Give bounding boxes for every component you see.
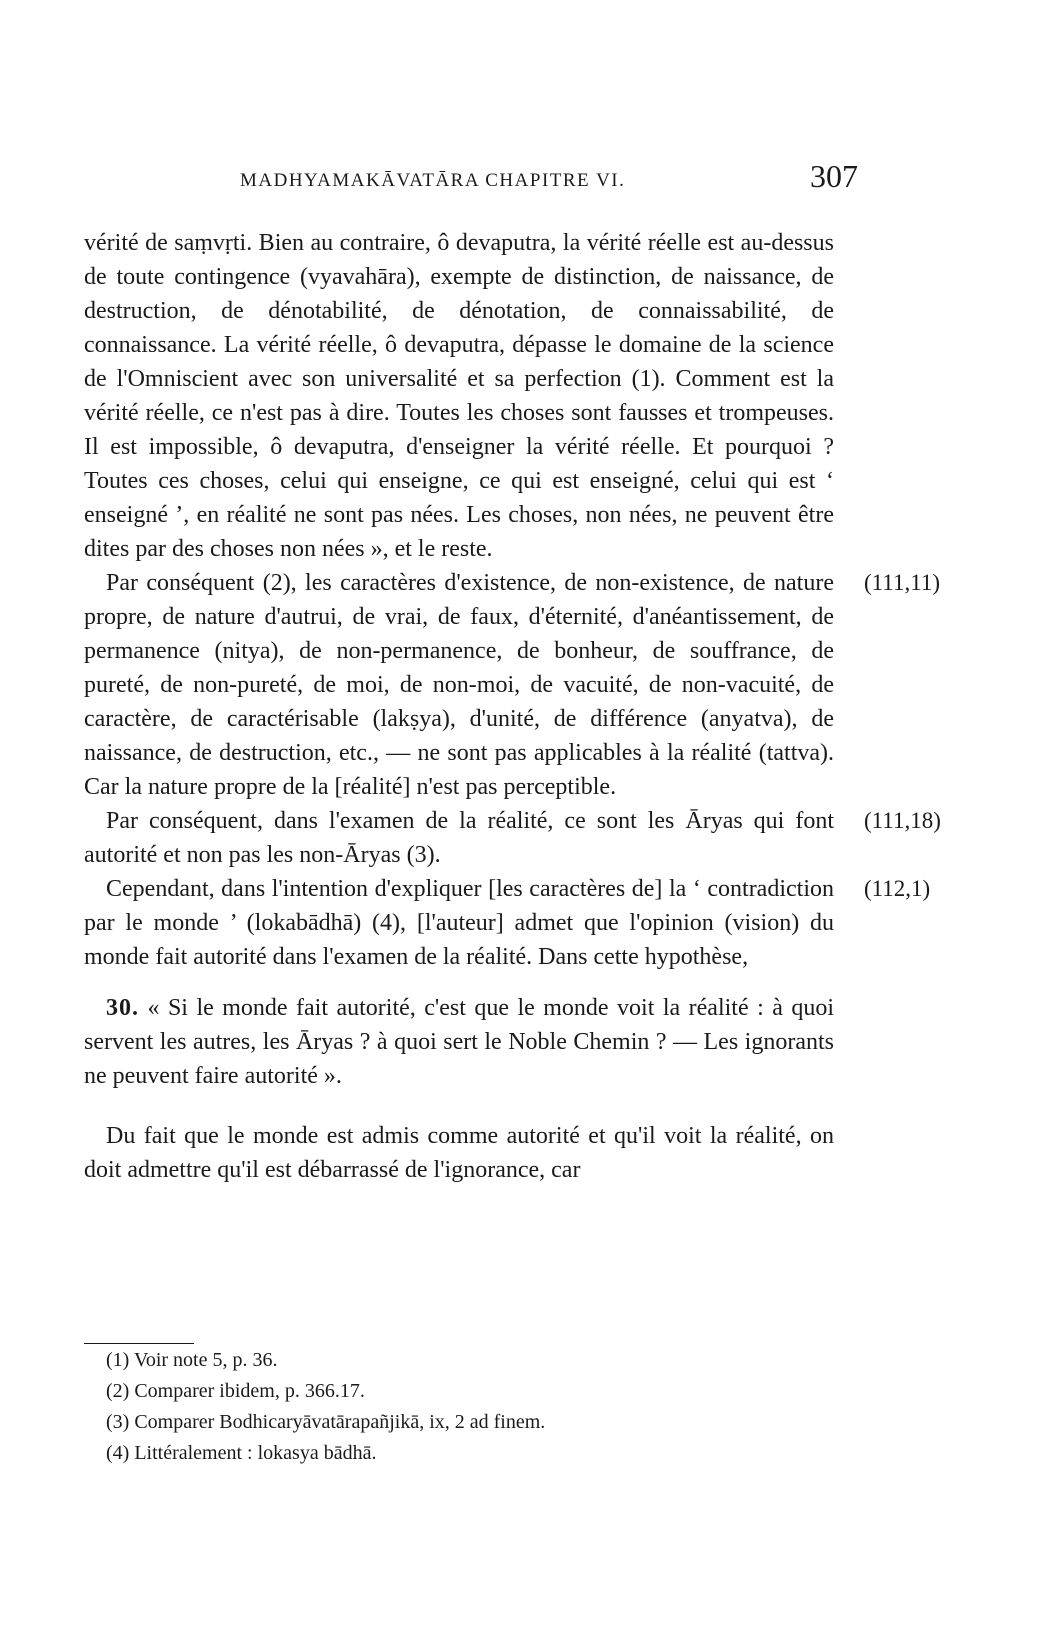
verse-30	[84, 991, 834, 1093]
running-title: MADHYAMAKĀVATĀRA CHAPITRE VI.	[240, 170, 626, 191]
paragraph-3: Par conséquent, dans l'examen de la réalité, ce sont les Āryas qui font autorité et non pas les non-Āryas (3).	[84, 808, 834, 868]
margin-ref-1: (111,11)	[864, 570, 941, 595]
footnotes	[84, 1345, 844, 1469]
margin-ref-2: (111,18)	[864, 808, 941, 833]
footnote-rule	[84, 1343, 194, 1344]
margin-ref-3: (112,1)	[864, 876, 931, 901]
footnote-2: (2) Comparer ibidem, p. 366.17.	[106, 1380, 365, 1402]
footnote-4: (4) Littéralement : lokasya bādhā.	[106, 1442, 377, 1464]
paragraph-5: Du fait que le monde est admis comme autorité et qu'il voit la réalité, on doit admettre qu'il est débarrassé de l'ignorance, car	[84, 1123, 834, 1183]
main-text	[84, 226, 941, 1187]
page-number: 307	[810, 158, 858, 194]
paragraph-1: vérité de saṃvṛti. Bien au contraire, ô devaputra, la vérité réelle est au-dessus de toute contingence (vyavahāra), exempte de distinction, de naissance, de destruction, de dénotabilité, de dénotation, de connaissabilité, de connaissance. La vérité réelle, ô devaputra, dépasse le domaine de la science de l'Omniscient avec son universalité et sa perfection (1). Comment est la vérité réelle, ce n'est pas à dire. Toutes les choses sont fausses et trompeuses. Il est impossible, ô devaputra, d'enseigner la vérité réelle. Et pourquoi ? Toutes ces choses, celui qui enseigne, ce qui est enseigné, celui qui est ‘ enseigné ’, en réalité ne sont pas nées. Les choses, non nées, ne peuvent être dites par des choses non nées », et le reste.	[84, 230, 834, 562]
paragraph-4: Cependant, dans l'intention d'expliquer [les caractères de] la ‘ contradiction par le monde ’ (lokabādhā) (4), [l'auteur] admet que l'opinion (vision) du monde fait autorité dans l'examen de la réalité. Dans cette hypothèse,	[84, 876, 834, 970]
footnote-3: (3) Comparer Bodhicaryāvatārapañjikā, ix, 2 ad finem.	[106, 1411, 546, 1433]
footnote-1: (1) Voir note 5, p. 36.	[106, 1349, 278, 1371]
paragraph-2: Par conséquent (2), les caractères d'existence, de non-existence, de nature propre, de nature d'autrui, de vrai, de faux, d'éternité, d'anéantissement, de permanence (nitya), de non-permanence, de bonheur, de souffrance, de pureté, de non-pureté, de moi, de non-moi, de vacuité, de non-vacuité, de caractère, de caractérisable (lakṣya), d'unité, de différence (anyatva), de naissance, de destruction, etc., — ne sont pas applicables à la réalité (tattva). Car la nature propre de la [réalité] n'est pas perceptible.	[84, 570, 834, 800]
verse-text: « Si le monde fait autorité, c'est que le monde voit la réalité : à quoi servent les autres, les Āryas ? à quoi sert le Noble Chemin ? — Les ignorants ne peuvent faire autorité ».	[84, 995, 835, 1089]
verse-number: 30.	[106, 995, 139, 1021]
